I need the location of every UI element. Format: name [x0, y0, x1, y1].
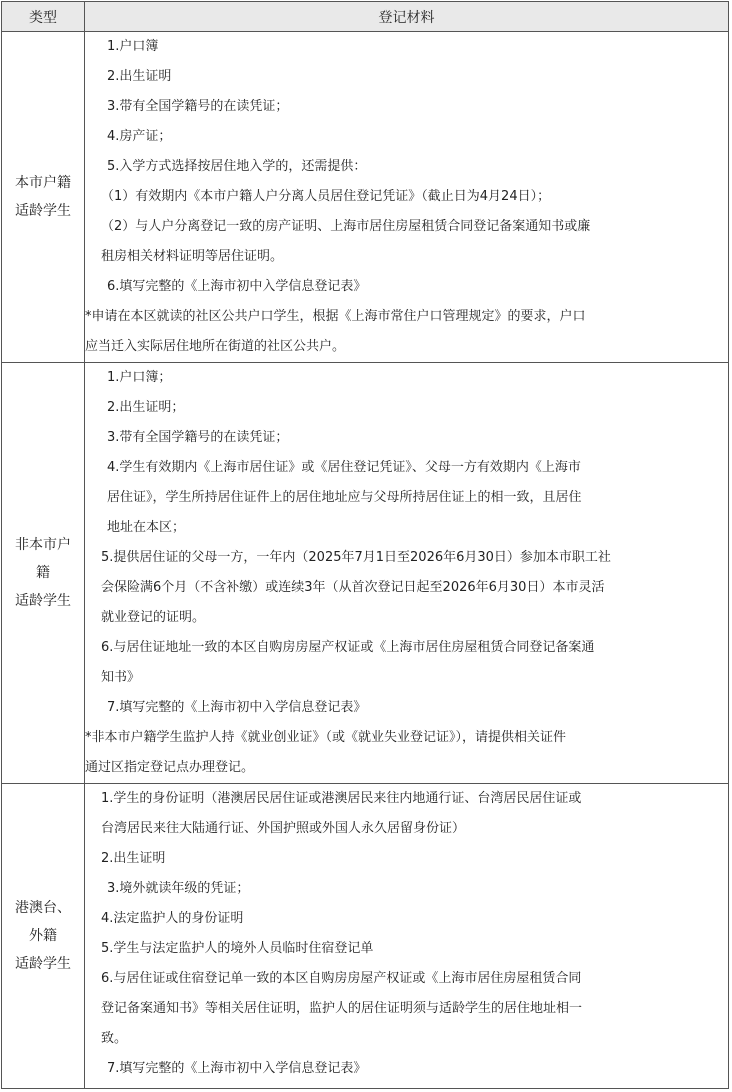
material-item: 致。 — [101, 1031, 128, 1046]
section-nonlocal-hukou — [2, 363, 729, 784]
materials-cell — [85, 32, 729, 363]
material-item: 2.出生证明 — [101, 851, 166, 866]
material-item: 7.填写完整的《上海市初中入学信息登记表》 — [107, 700, 367, 715]
section-hk-macao-taiwan-foreign — [2, 784, 729, 1089]
materials-cell — [85, 363, 729, 784]
type-label: 适龄学生 — [15, 203, 71, 219]
type-cell — [2, 784, 85, 1089]
material-item: 知书》 — [101, 670, 141, 685]
material-item: 4.学生有效期内《上海市居住证》或《居住登记凭证》、父母一方有效期内《上海市 — [107, 460, 581, 475]
material-item: 5.入学方式选择按居住地入学的，还需提供： — [107, 159, 367, 174]
material-item: 就业登记的证明。 — [101, 610, 206, 625]
section-local-hukou — [2, 32, 729, 363]
header-type: 类型 — [2, 2, 85, 32]
material-item: 3.境外就读年级的凭证； — [107, 881, 250, 896]
section-note: 通过区指定登记点办理登记。 — [85, 760, 255, 775]
type-cell — [2, 32, 85, 363]
material-item: 6.填写完整的《上海市初中入学信息登记表》 — [107, 279, 367, 294]
section-note: 应当迁入实际居住地所在街道的社区公共户。 — [85, 339, 346, 354]
type-label: 适龄学生 — [15, 593, 71, 609]
material-item: 居住证》，学生所持居住证件上的居住地址应与父母所持居住证上的相一致，且居住 — [107, 490, 582, 505]
material-item: 台湾居民来往大陆通行证、外国护照或外国人永久居留身份证） — [101, 821, 466, 836]
type-label: 港澳台、 — [15, 900, 71, 916]
material-item: 2.出生证明 — [107, 69, 172, 84]
material-item: 5.提供居住证的父母一方，一年内（2025年7月1日至2026年6月30日）参加本市职工社 — [101, 550, 611, 565]
material-item: （1）有效期内《本市户籍人户分离人员居住登记凭证》（截止日为4月24日）； — [101, 189, 551, 204]
material-item: 6.与居住证地址一致的本区自购房房屋产权证或《上海市居住房屋租赁合同登记备案通 — [101, 640, 595, 655]
material-item: 3.带有全国学籍号的在读凭证； — [107, 430, 289, 445]
material-item: 1.学生的身份证明（港澳居民居住证或港澳居民来往内地通行证、台湾居民居住证或 — [101, 791, 582, 806]
registration-materials-table — [1, 1, 729, 1089]
section-note: *非本市户籍学生监护人持《就业创业证》（或《就业失业登记证》），请提供相关证件 — [85, 730, 567, 745]
material-item: （2）与人户分离登记一致的房产证明、上海市居住房屋租赁合同登记备案通知书或廉 — [101, 219, 591, 234]
material-item: 1.户口簿 — [107, 39, 159, 54]
type-cell — [2, 363, 85, 784]
material-item: 租房相关材料证明等居住证明。 — [101, 249, 284, 264]
material-item: 4.法定监护人的身份证明 — [101, 911, 244, 926]
section-note: *申请在本区就读的社区公共户口学生，根据《上海市常住户口管理规定》的要求，户口 — [85, 309, 586, 324]
material-item: 地址在本区； — [107, 520, 186, 535]
type-label: 本市户籍 — [15, 175, 71, 191]
type-label: 外籍 — [29, 928, 57, 944]
material-item: 5.学生与法定监护人的境外人员临时住宿登记单 — [101, 941, 374, 956]
type-label: 适龄学生 — [15, 956, 71, 972]
material-item: 3.带有全国学籍号的在读凭证； — [107, 99, 289, 114]
material-item: 4.房产证； — [107, 129, 172, 144]
header-materials: 登记材料 — [85, 2, 729, 32]
material-item: 7.填写完整的《上海市初中入学信息登记表》 — [107, 1061, 367, 1076]
material-item: 2.出生证明； — [107, 400, 185, 415]
header-row — [2, 2, 729, 32]
materials-cell — [85, 784, 729, 1089]
type-label: 非本市户 — [15, 537, 71, 553]
type-label: 籍 — [36, 565, 50, 581]
material-item: 登记备案通知书》等相关居住证明，监护人的居住证明须与适龄学生的居住地址相一 — [101, 1001, 583, 1016]
material-item: 6.与居住证或住宿登记单一致的本区自购房房屋产权证或《上海市居住房屋租赁合同 — [101, 971, 582, 986]
material-item: 1.户口簿； — [107, 370, 172, 385]
material-item: 会保险满6个月（不含补缴）或连续3年（从首次登记日起至2026年6月30日）本市灵活 — [101, 580, 605, 595]
